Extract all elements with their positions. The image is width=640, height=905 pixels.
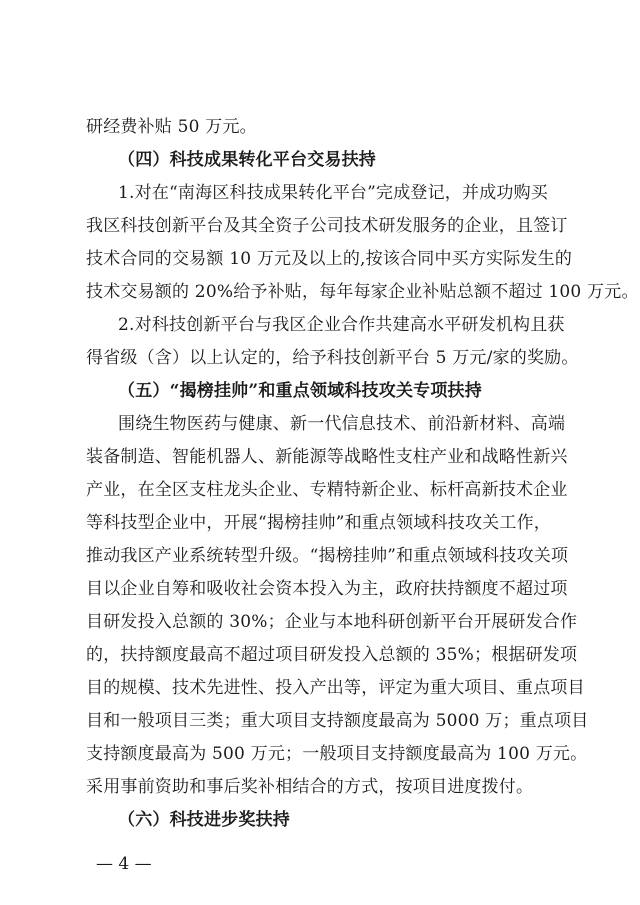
text-line: 等科技型企业中，开展“揭榜挂帅”和重点领域科技攻关工作， (86, 513, 551, 533)
text-line: 目以企业自筹和吸收社会资本投入为主，政府扶持额度不超过项 (86, 579, 568, 599)
text-line: 我区科技创新平台及其全资子公司技术研发服务的企业，且签订 (86, 216, 568, 236)
section-heading: （五）“揭榜挂帅”和重点领域科技攻关专项扶持 (118, 381, 482, 401)
text-line: 围绕生物医药与健康、新一代信息技术、前沿新材料、高端 (118, 414, 566, 434)
text-line: 目和一般项目三类；重大项目支持额度最高为 5000 万；重点项目 (86, 711, 589, 731)
text-line: 技术交易额的 20%给予补贴，每年每家企业补贴总额不超过 100 万元。 (86, 282, 639, 302)
text-line: 2.对科技创新平台与我区企业合作共建高水平研发机构且获 (118, 315, 565, 335)
text-line: 1.对在“南海区科技成果转化平台”完成登记，并成功购买 (118, 183, 549, 203)
page-number: — 4 — (96, 854, 152, 874)
text-line: 研经费补贴 50 万元。 (86, 117, 257, 137)
text-line: 采用事前资助和事后奖补相结合的方式，按项目进度拨付。 (86, 777, 534, 797)
text-line: 产业，在全区支柱龙头企业、专精特新企业、标杆高新技术企业 (86, 480, 568, 500)
text-line: 支持额度最高为 500 万元；一般项目支持额度最高为 100 万元。 (86, 744, 588, 764)
text-line: 得省级（含）以上认定的，给予科技创新平台 5 万元/家的奖励。 (86, 348, 579, 368)
text-line: 技术合同的交易额 10 万元及以上的,按该合同中买方实际发生的 (86, 249, 573, 269)
text-line: 目的规模、技术先进性、投入产出等，评定为重大项目、重点项目 (86, 678, 585, 698)
section-heading: （四）科技成果转化平台交易扶持 (118, 150, 376, 170)
text-line: 的，扶持额度最高不超过项目研发投入总额的 35%；根据研发项 (86, 645, 578, 665)
section-heading: （六）科技进步奖扶持 (118, 810, 290, 830)
text-line: 目研发投入总额的 30%；企业与本地科研创新平台开展研发合作 (86, 612, 578, 632)
text-line: 装备制造、智能机器人、新能源等战略性支柱产业和战略性新兴 (86, 447, 568, 467)
text-line: 推动我区产业系统转型升级。“揭榜挂帅”和重点领域科技攻关项 (86, 546, 569, 566)
